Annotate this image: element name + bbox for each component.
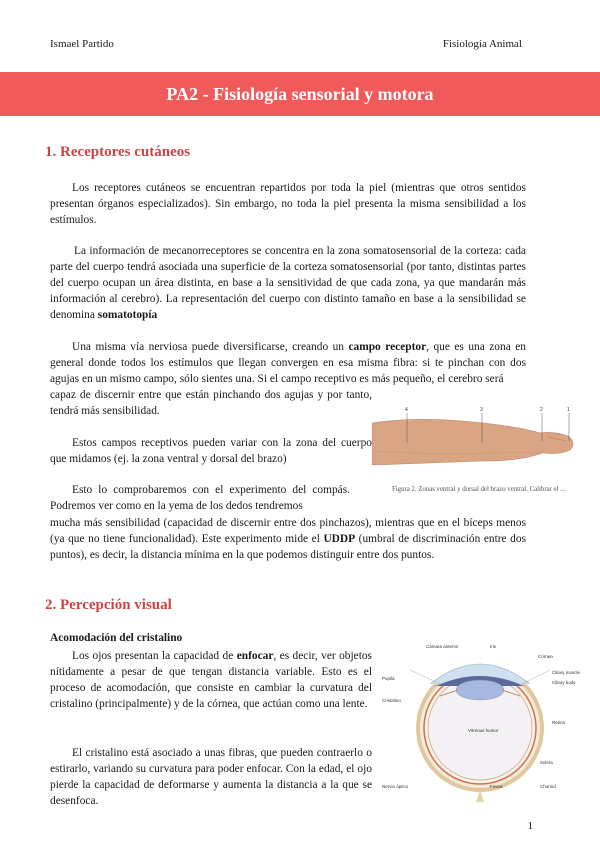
arm-figure xyxy=(372,403,577,483)
term-somatotopia: somatotopía xyxy=(97,309,158,321)
eye-label-camara-anterior: Cámara anterior xyxy=(426,644,459,649)
paragraph-enfocar-a: Los ojos presentan la capacidad de xyxy=(72,650,237,662)
eye-label-choroid: Choroid xyxy=(540,784,556,789)
paragraph-compas-c: (umbral de discriminación entre dos puntos), es decir, la distancia mínima en la que podemos distinguir entre dos puntos. xyxy=(50,533,527,561)
eye-label-fovea: Fovea xyxy=(490,784,503,789)
paragraph-cristalino: El cristalino está asociado a unas fibras, que pueden contraerlo o estirarlo, variando su curvatura para poder enfocar. Con la edad, el ojo pierde la capacidad de deformarse y aumenta la distancia a la que se desenfoca. xyxy=(50,747,372,807)
eye-label-cornea: Córnea xyxy=(538,654,553,659)
term-enfocar: enfocar xyxy=(236,650,274,662)
section-title-receptores: 1. Receptores cutáneos xyxy=(45,144,191,160)
paragraph-enfocar-b: , es decir, ver objetos nítidamente a pesar de que tengan distancia variable. Esto es el proceso de acomodación, que consiste en cambiar la curvatura del cristalino (principalmente) y de la córnea, que actúan como una lente. xyxy=(50,650,372,710)
eye-label-vitreous: Vitreous humor xyxy=(468,728,499,733)
paragraph-campo-receptor-c: capaz de discernir entre que están pinchando dos agujas y por tanto, tendrá más sensibilidad. xyxy=(50,389,372,417)
page-number: 1 xyxy=(527,820,533,832)
paragraph-compas-a: Esto lo comprobaremos con el experimento del compás. Podremos ver como en la yema de los dedos tendremos xyxy=(50,484,350,512)
paragraph-enfocar xyxy=(50,648,372,712)
eye-label-nervio-optico: Nervio óptico xyxy=(382,784,409,789)
eye-label-sclera: Sclera xyxy=(540,760,553,765)
eye-label-pupila: Pupila xyxy=(382,676,395,681)
paragraph-compas-b xyxy=(50,515,526,563)
arm-figure-caption: Figura 2. Zonas ventral y dorsal del brazo ventral. Calibrar el ... xyxy=(392,486,566,493)
paragraph-campo-receptor-b: , que es una zona en general donde todos los estímulos que llegan convergen en esa misma fibra: si te pinchan con dos agujas en un mismo campo, sólo sientes una. Si el campo receptivo es más pequeño, el cerebro será xyxy=(50,341,526,385)
paragraph-receptores-intro: Los receptores cutáneos se encuentran repartidos por toda la piel (mientras que otros sentidos presentan órganos especializados). Sin embargo, no toda la piel presenta la misma sensibilidad a los estímulos. xyxy=(50,182,526,226)
arm-mark-3: 3 xyxy=(480,407,483,413)
paragraph-somatotopia-text: La información de mecanorreceptores se concentra en la zona somatosensorial de la corteza: cada parte del cuerpo tendrá asociada una superficie de la corteza somatosensorial (por tanto, distintas partes del cuerpo ocupan un área distinta, en base a la sensitividad de que cada zona, ya que mandarán más información al cerebro). La representación del cuerpo con distinto tamaño en base a la sensibilidad se denomina xyxy=(50,245,526,321)
paragraph-campo-receptor-a: Una misma vía nerviosa puede diversificarse, creando un xyxy=(72,341,349,353)
eye-label-retina: Retina xyxy=(552,720,566,725)
term-campo-receptor: campo receptor xyxy=(348,341,427,353)
page-title: PA2 - Fisiología sensorial y motora xyxy=(166,84,434,104)
subsection-title-acomodacion: Acomodación del cristalino xyxy=(50,632,183,644)
arm-mark-1: 1 xyxy=(567,407,570,413)
paragraph-campos-variar: Estos campos receptivos pueden variar con la zona del cuerpo que midamos (ej. la zona ventral y dorsal del brazo) xyxy=(50,437,372,465)
header-author: Ismael Partido xyxy=(50,38,114,50)
eye-label-ciliary-muscle: Ciliary muscle xyxy=(552,670,581,675)
eye-figure xyxy=(380,640,585,802)
eye-label-ciliary-body: Ciliary body xyxy=(552,680,576,685)
arm-mark-2: 2 xyxy=(540,407,543,413)
header-subject: Fisiología Animal xyxy=(442,38,522,50)
term-uddp: UDDP xyxy=(323,533,356,545)
eye-label-cristalino: Cristalino xyxy=(382,698,401,703)
eye-label-iris: Iris xyxy=(490,644,496,649)
paragraph-campo-receptor xyxy=(50,339,526,387)
paragraph-compas-text: mucha más sensibilidad (capacidad de discernir entre dos pinchazos), mientras que en el bíceps menos (ya que no tiene funcionalidad). Este experimento mide el xyxy=(50,517,526,545)
title-banner xyxy=(0,72,600,116)
paragraph-somatotopia xyxy=(50,243,526,323)
arm-mark-4: 4 xyxy=(405,407,408,413)
section-title-percepcion: 2. Percepción visual xyxy=(45,597,172,613)
